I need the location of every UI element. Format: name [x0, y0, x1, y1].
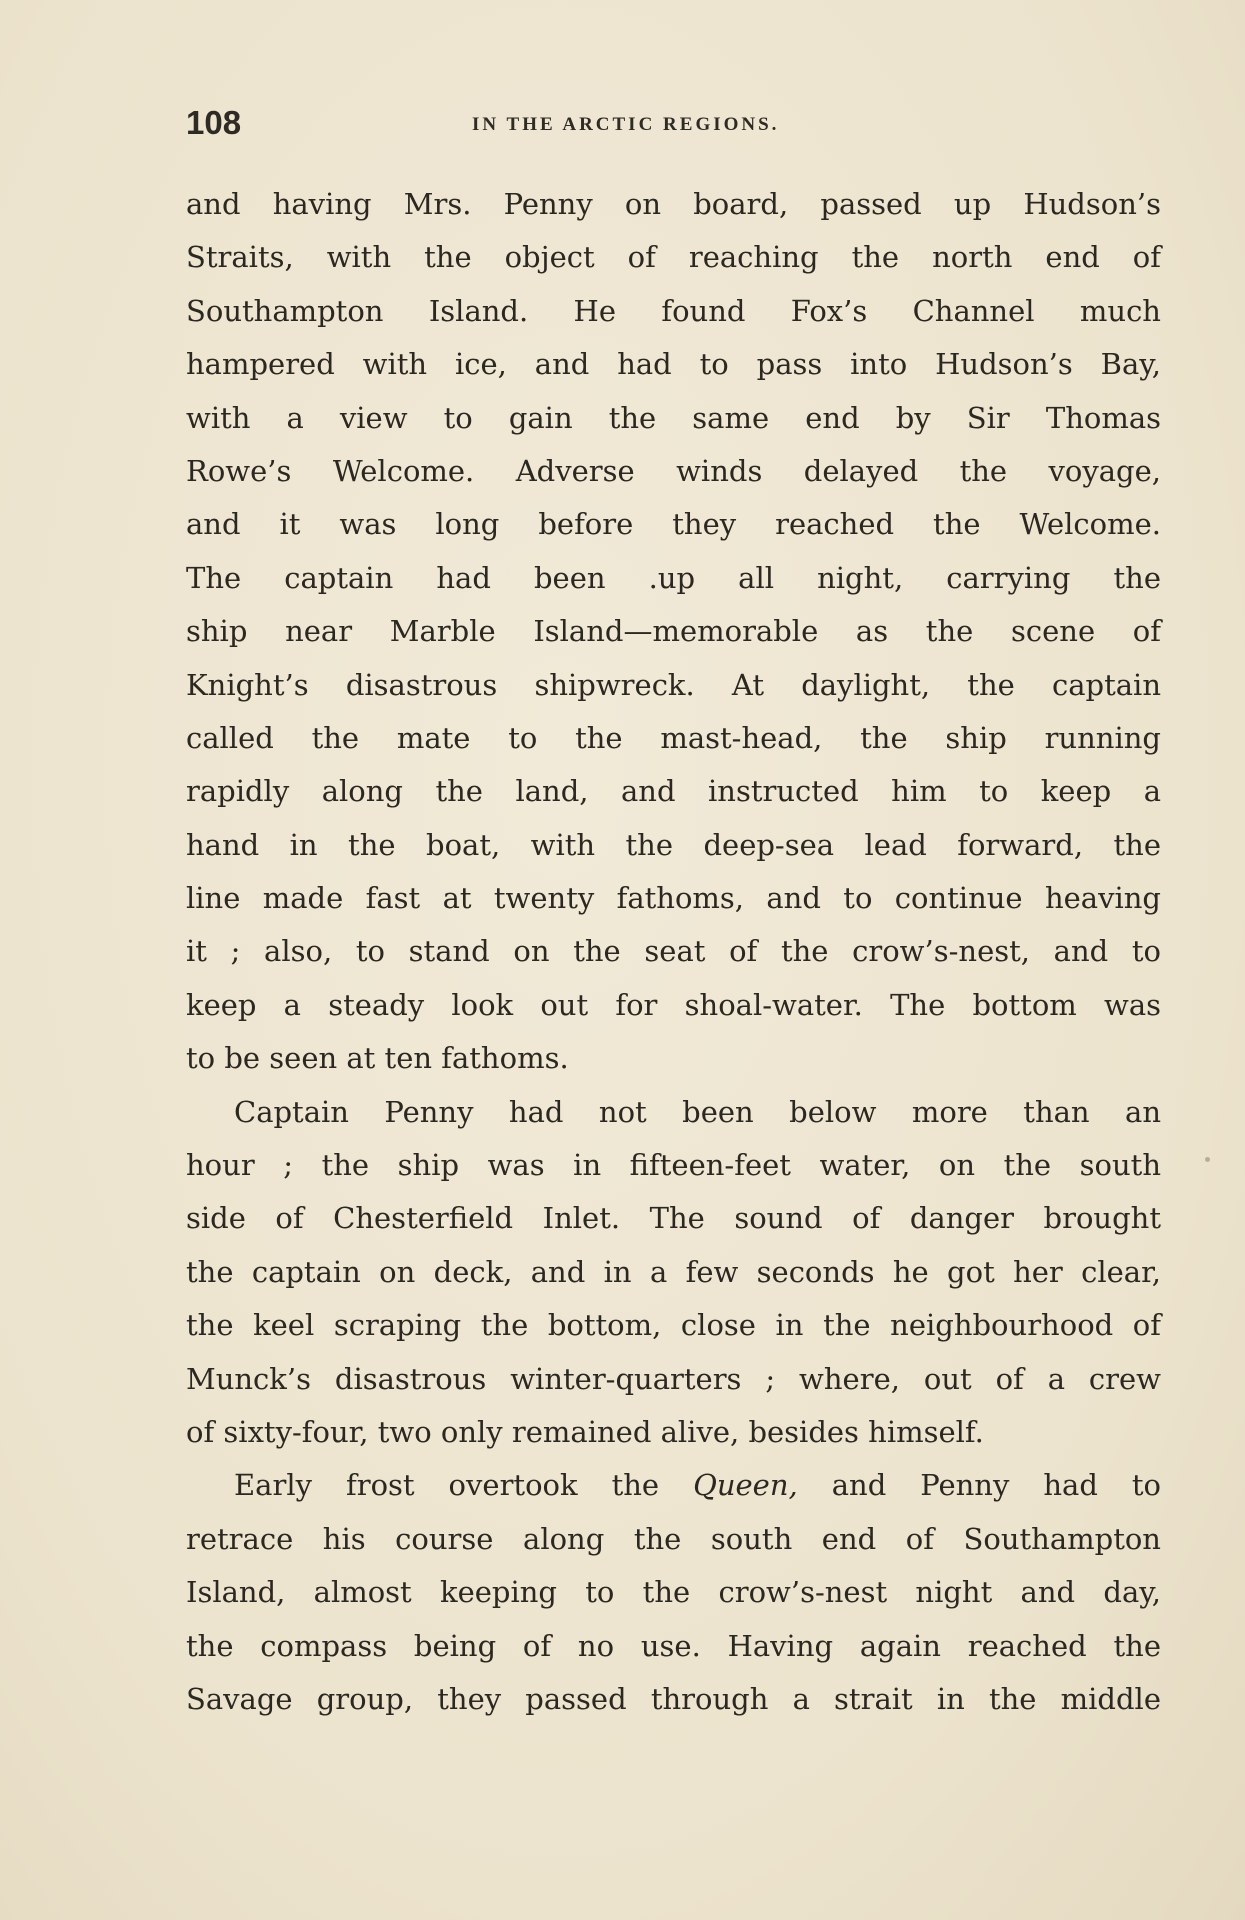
text-line: The captain had been .up all night, carrying the [186, 560, 1161, 595]
text-line: Captain Penny had not been below more than an [234, 1094, 1161, 1129]
paper-speck [1205, 1157, 1210, 1162]
text-line: with a view to gain the same end by Sir Thomas [186, 400, 1161, 435]
text-line: rapidly along the land, and instructed him to keep a [186, 774, 1161, 809]
text-segment: Early frost overtook the [234, 1468, 694, 1503]
text-line: line made fast at twenty fathoms, and to continue heaving [186, 881, 1161, 916]
ship-name: Queen, [693, 1468, 798, 1503]
body-text [186, 178, 1161, 1726]
text-line: the keel scraping the bottom, close in the neighbourhood of [186, 1308, 1161, 1343]
text-line: of sixty-four, two only remained alive, besides himself. [186, 1414, 984, 1449]
text-segment: and Penny had to [797, 1468, 1161, 1503]
text-line: retrace his course along the south end of Southampton [186, 1521, 1161, 1556]
text-line: to be seen at ten fathoms. [186, 1041, 569, 1076]
text-line: hampered with ice, and had to pass into Hudson’s Bay, [186, 347, 1161, 382]
text-line: keep a steady look out for shoal-water. The bottom was [186, 987, 1161, 1022]
text-line: ship near Marble Island—memorable as the scene of [186, 614, 1161, 649]
running-title: IN THE ARCTIC REGIONS. [472, 114, 780, 135]
text-line: Savage group, they passed through a strait in the middle [186, 1681, 1161, 1716]
text-line: Rowe’s Welcome. Adverse winds delayed the voyage, [186, 453, 1161, 488]
text-line: Munck’s disastrous winter-quarters ; where, out of a crew [186, 1361, 1161, 1396]
text-line [186, 1459, 1161, 1512]
text-line: hour ; the ship was in fifteen-feet water, on the south [186, 1148, 1161, 1183]
text-line: it ; also, to stand on the seat of the crow’s-nest, and to [186, 934, 1161, 969]
text-line: called the mate to the mast-head, the ship running [186, 720, 1161, 755]
text-line: hand in the boat, with the deep-sea lead forward, the [186, 827, 1161, 862]
text-line: Knight’s disastrous shipwreck. At daylight, the captain [186, 667, 1161, 702]
text-line: side of Chesterfield Inlet. The sound of danger brought [186, 1201, 1161, 1236]
page-header [186, 104, 1166, 144]
text-line: and it was long before they reached the Welcome. [186, 507, 1161, 542]
text-line: the compass being of no use. Having again reached the [186, 1628, 1161, 1663]
text-line: the captain on deck, and in a few seconds he got her clear, [186, 1254, 1161, 1289]
text-line: Island, almost keeping to the crow’s-nest night and day, [186, 1575, 1161, 1610]
text-line: Southampton Island. He found Fox’s Channel much [186, 293, 1161, 328]
text-line: Straits, with the object of reaching the north end of [186, 240, 1161, 275]
page-number: 108 [186, 104, 242, 141]
text-line: and having Mrs. Penny on board, passed up Hudson’s [186, 187, 1161, 221]
